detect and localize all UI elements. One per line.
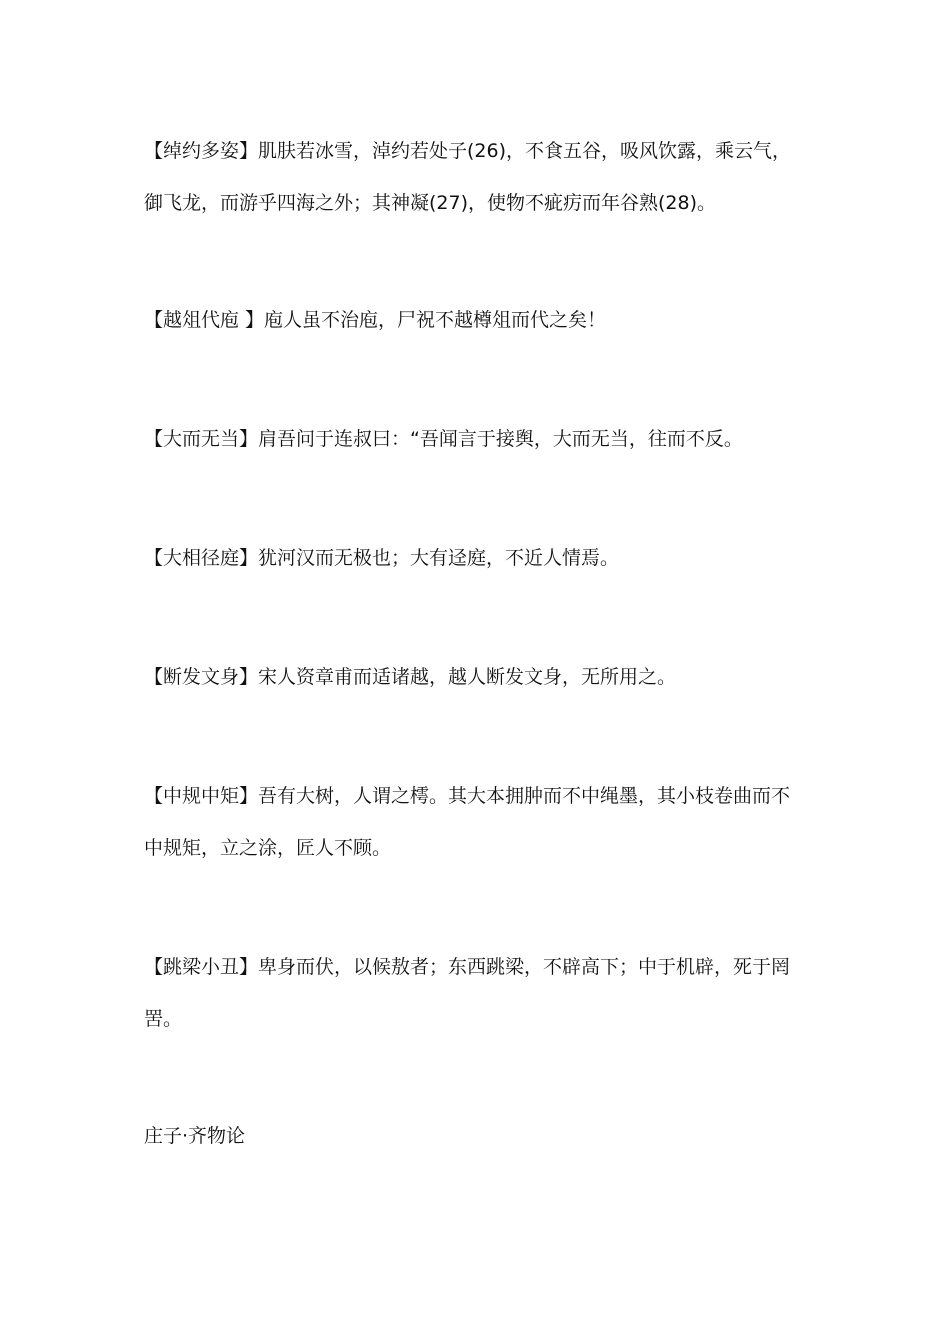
paragraph-daer-wudang: 【大而无当】肩吾问于连叔曰：“吾闻言于接舆，大而无当，往而不反。 <box>144 428 743 450</box>
paragraph-yuezu-daipao: 【越俎代庖 】庖人虽不治庖，尸祝不越樽俎而代之矣！ <box>144 309 607 331</box>
paragraph-duanfa-wenshen: 【断发文身】宋人资章甫而适诸越，越人断发文身，无所用之。 <box>144 666 677 688</box>
paragraph-daxiang-jingting: 【大相径庭】犹河汉而无极也；大有迳庭，不近人情焉。 <box>144 547 620 569</box>
paragraph-chuoyue-duozi: 【绰约多姿】肌肤若冰雪，淖约若处子(26)，不食五谷，吸风饮露，乘云气，御飞龙，而游乎四海之外；其神凝(27)，使物不疵疠而年谷熟(28)。 <box>144 140 792 214</box>
section-heading: 庄子·齐物论 <box>144 1125 246 1147</box>
paragraph-tiaoliang-xiaochou: 【跳梁小丑】卑身而伏，以候敖者；东西跳梁，不辟高下；中于机辟，死于罔罟。 <box>144 956 791 1030</box>
paragraph-zhonggui-zhongju: 【中规中矩】吾有大树，人谓之樗。其大本拥肿而不中绳墨，其小枝卷曲而不中规矩，立之涂，匠人不顾。 <box>144 785 791 859</box>
